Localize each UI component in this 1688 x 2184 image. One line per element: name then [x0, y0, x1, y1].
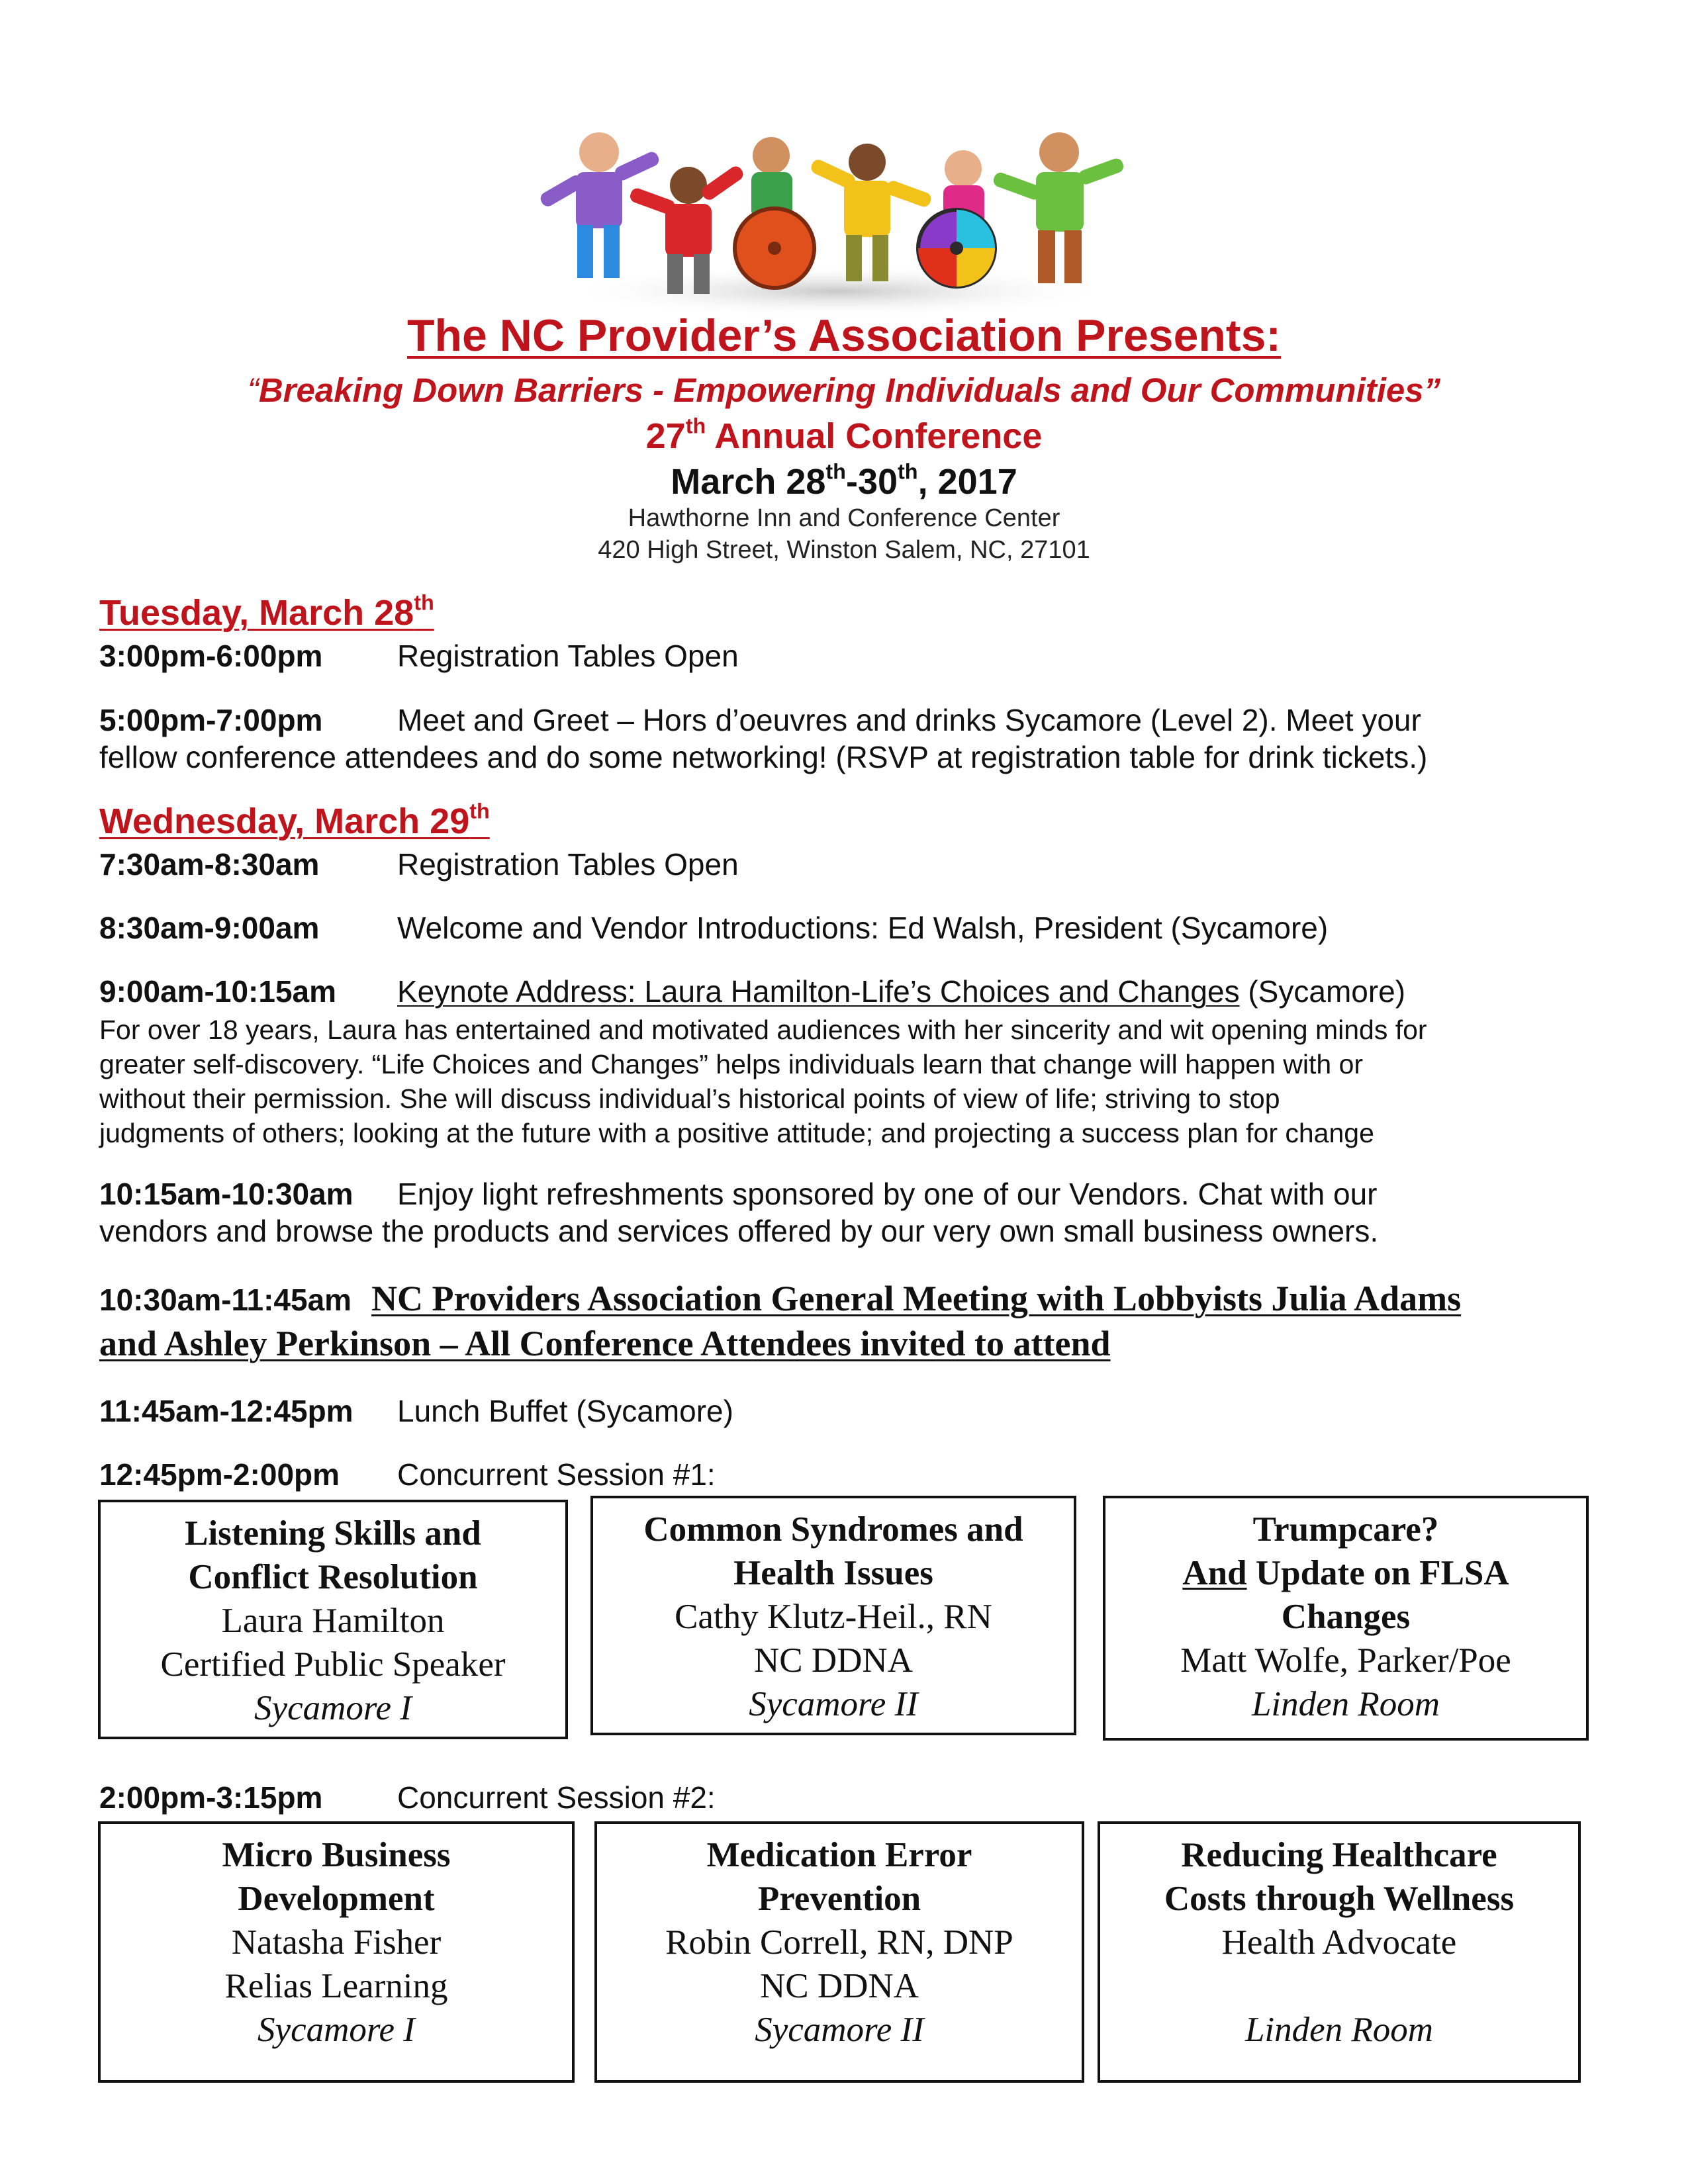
- child-green-figure: [992, 132, 1125, 283]
- venue-address: 420 High Street, Winston Salem, NC, 27101: [598, 536, 1090, 564]
- keynote-title: Keynote Address: Laura Hamilton-Life’s Choices and Changes: [397, 974, 1240, 1009]
- schedule-item-general-meeting: 10:30am-11:45am NC Providers Association General Meeting with Lobbyists Julia Adams: [99, 1279, 1462, 1318]
- schedule-item-session2: 2:00pm-3:15pm Concurrent Session #2:: [99, 1780, 716, 1815]
- annual-conference-label: 27th Annual Conference: [645, 414, 1043, 456]
- schedule-item: 3:00pm-6:00pm Registration Tables Open: [99, 639, 739, 673]
- schedule-item: 10:15am-10:30am Enjoy light refreshments sponsored by one of our Vendors. Chat with our: [99, 1177, 1378, 1211]
- schedule-item: 7:30am-8:30am Registration Tables Open: [99, 847, 739, 882]
- child-wheelchair-colorful-figure: [918, 150, 995, 287]
- conference-theme: “Breaking Down Barriers - Empowering Individuals and Our Communities”: [247, 371, 1441, 409]
- session-box: Medication Error Prevention Robin Correll, RN, DNP NC DDNA Sycamore II: [594, 1821, 1084, 2083]
- session-box: Listening Skills and Conflict Resolution Laura Hamilton Certified Public Speaker Sycamore I: [98, 1500, 568, 1739]
- child-yellow-figure: [809, 144, 933, 281]
- session-box: Common Syndromes and Health Issues Cathy Klutz-Heil., RN NC DDNA Sycamore II: [590, 1496, 1076, 1735]
- day-heading-wednesday: Wednesday, March 29th: [99, 799, 490, 841]
- venue-name: Hawthorne Inn and Conference Center: [628, 504, 1060, 532]
- day-heading-tuesday: Tuesday, March 28th: [99, 590, 434, 633]
- session-box: Trumpcare? And Update on FLSA Changes Matt Wolfe, Parker/Poe Linden Room: [1103, 1496, 1589, 1741]
- schedule-item-continued: fellow conference attendees and do some networking! (RSVP at registration table for drink tickets.): [99, 740, 1428, 774]
- keynote-description: without their permission. She will discuss individual’s historical points of view of life; striving to stop: [99, 1083, 1280, 1114]
- session-box: Reducing Healthcare Costs through Wellness Health Advocate Linden Room: [1098, 1821, 1581, 2083]
- schedule-item-keynote: 9:00am-10:15am Keynote Address: Laura Hamilton-Life’s Choices and Changes (Sycamore): [99, 974, 1406, 1009]
- schedule-item-continued: and Ashley Perkinson – All Conference Attendees invited to attend: [99, 1324, 1111, 1363]
- schedule-item-session1: 12:45pm-2:00pm Concurrent Session #1:: [99, 1457, 716, 1492]
- children-holding-hands-logo: [530, 106, 1145, 324]
- page-title: The NC Provider’s Association Presents:: [406, 310, 1282, 361]
- keynote-description: judgments of others; looking at the future with a positive attitude; and projecting a success plan for change: [99, 1118, 1374, 1148]
- keynote-description: greater self-discovery. “Life Choices and Changes” helps individuals learn that change will happen with or: [99, 1049, 1364, 1079]
- keynote-description: For over 18 years, Laura has entertained and motivated audiences with her sincerity and wit opening minds for: [99, 1015, 1427, 1045]
- schedule-item: 8:30am-9:00am Welcome and Vendor Introductions: Ed Walsh, President (Sycamore): [99, 911, 1329, 945]
- schedule-item: 5:00pm-7:00pm Meet and Greet – Hors d’oeuvres and drinks Sycamore (Level 2). Meet your: [99, 703, 1421, 737]
- schedule-item: 11:45am-12:45pm Lunch Buffet (Sycamore): [99, 1394, 733, 1428]
- conference-dates: March 28th-30th, 2017: [671, 459, 1017, 502]
- session-box: Micro Business Development Natasha Fisher Relias Learning Sycamore I: [98, 1821, 575, 2083]
- child-wheelchair-figure: [735, 137, 814, 288]
- schedule-item-continued: vendors and browse the products and services offered by our very own small business owners.: [99, 1214, 1379, 1248]
